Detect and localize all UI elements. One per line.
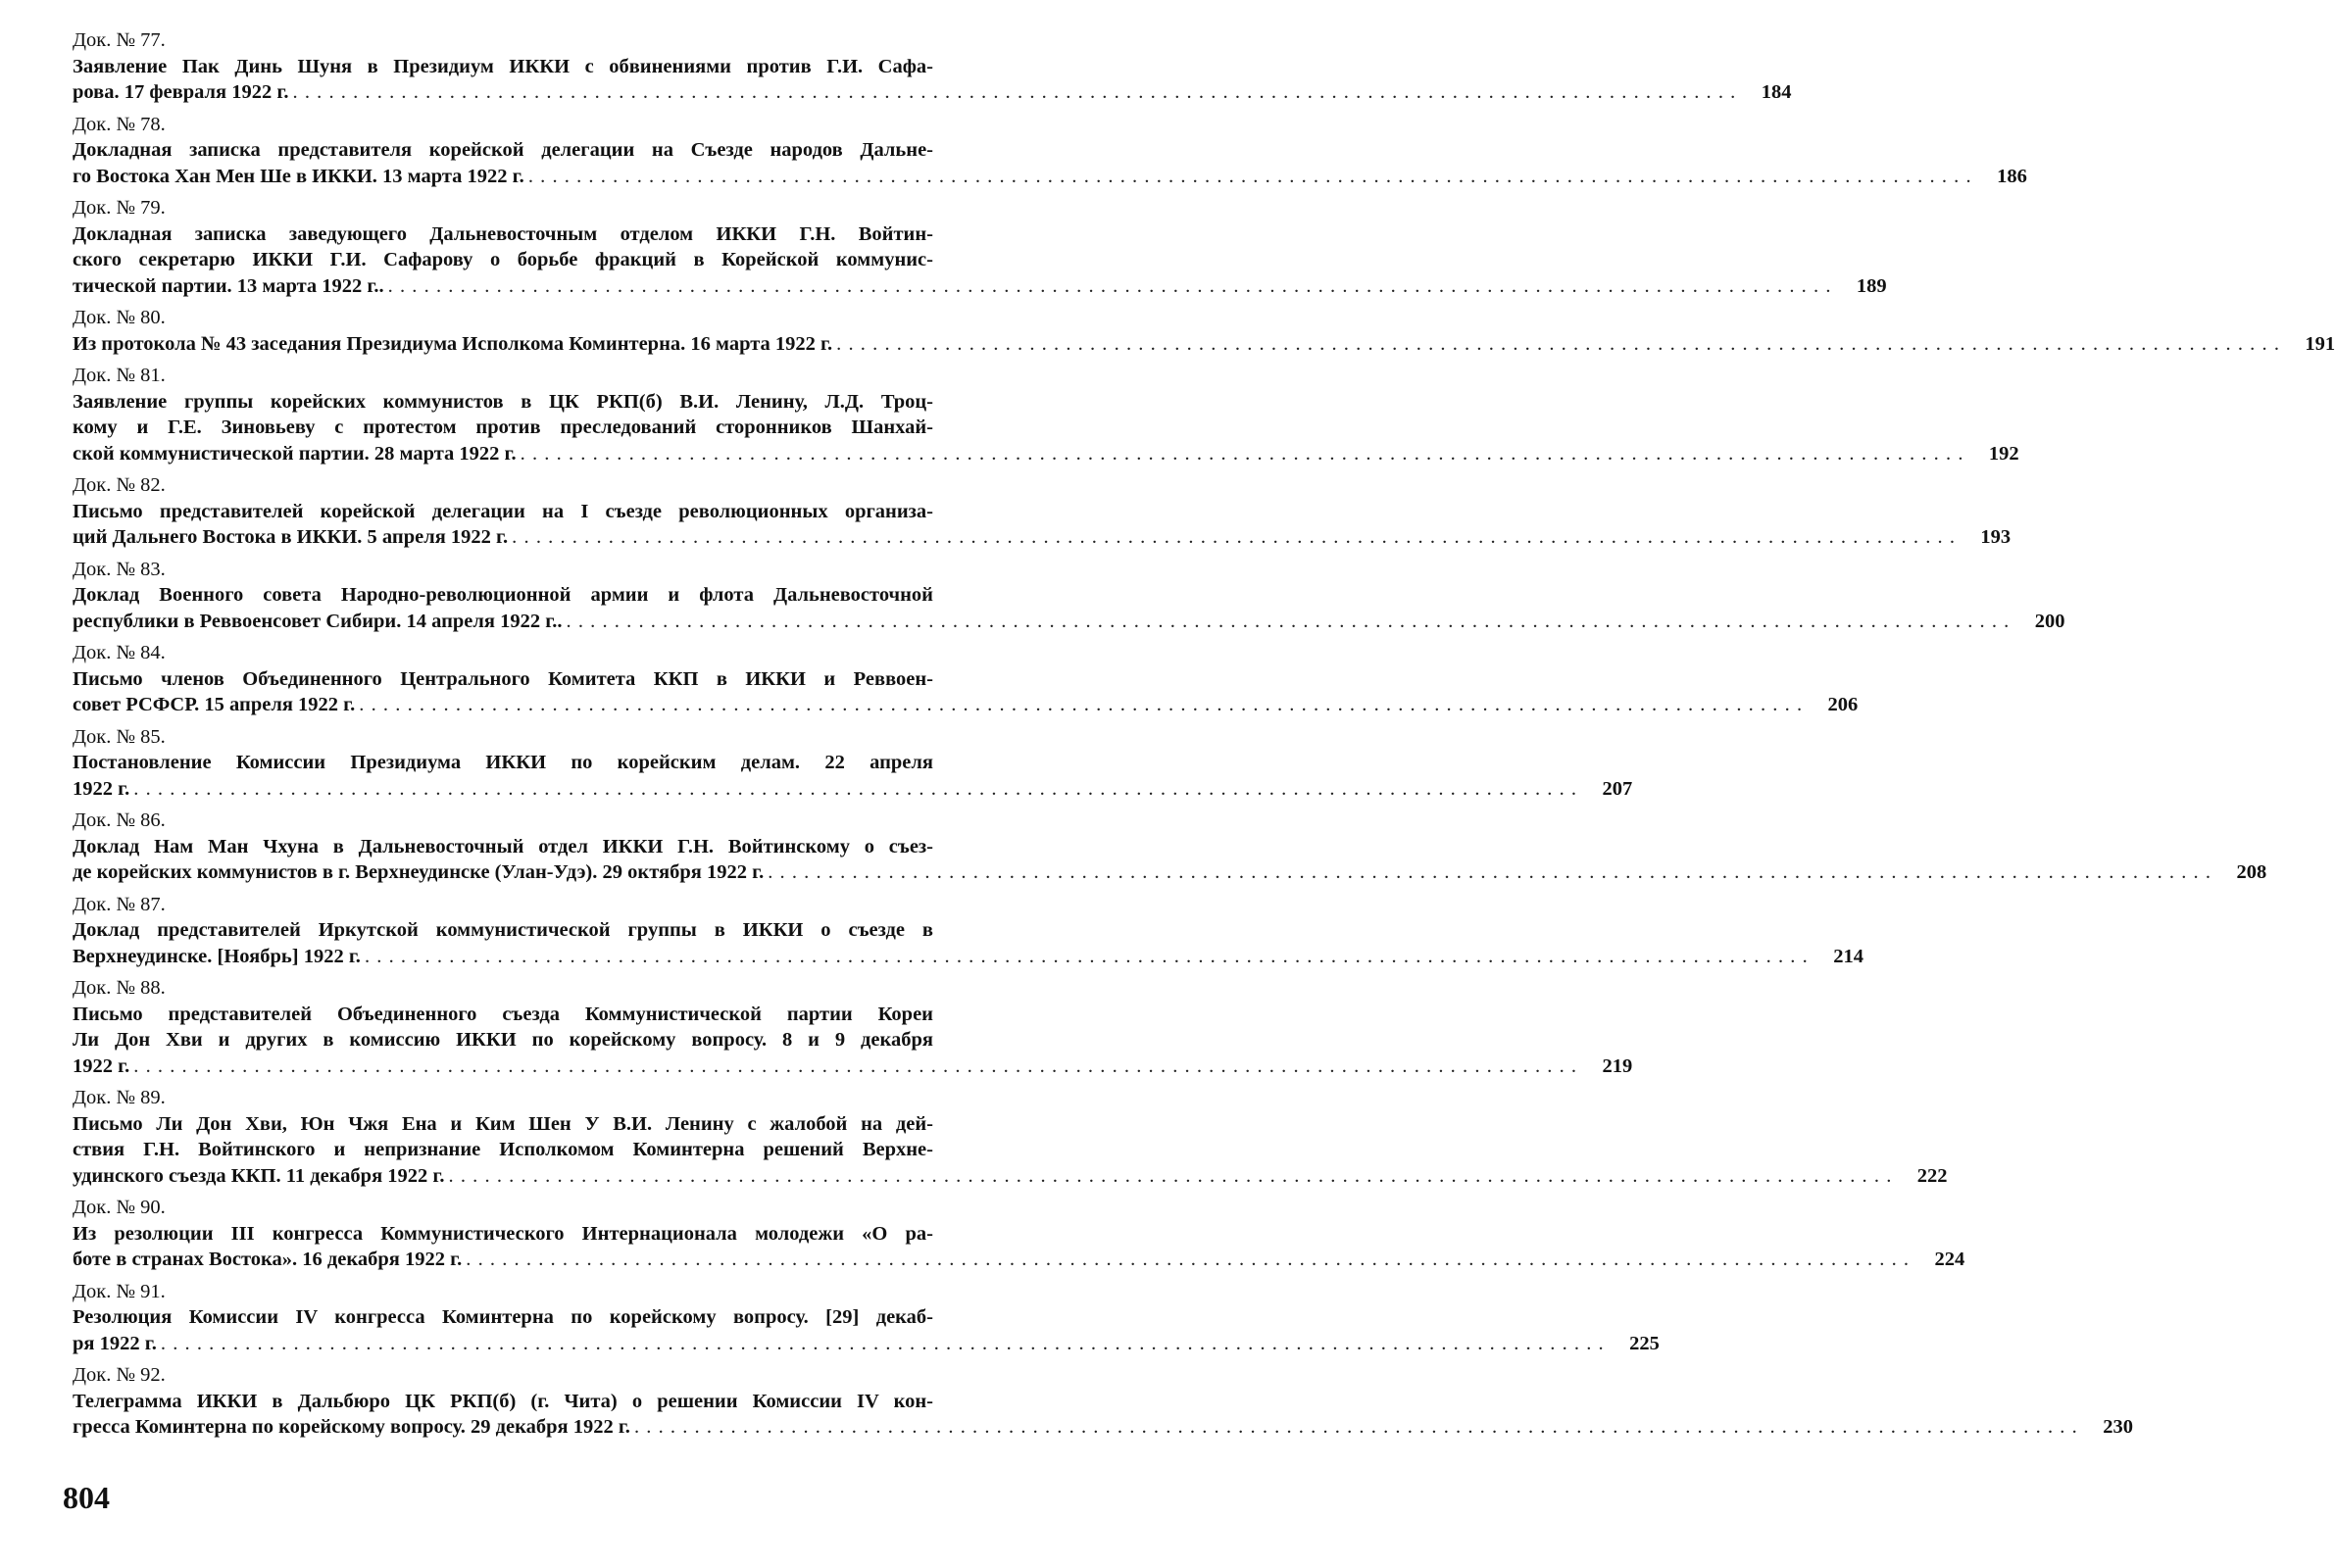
doc-number: Док. № 91. bbox=[73, 1280, 166, 1302]
doc-number: Док. № 81. bbox=[73, 365, 166, 386]
entry-last-line bbox=[73, 441, 2019, 467]
toc-entry bbox=[73, 1085, 1948, 1189]
entry-title-line: ствия Г.Н. Войтинского и непризнание Исполкомом Коминтерна решений Верхне- bbox=[73, 1139, 933, 1160]
dot-leader: ........................................................................................................................ bbox=[292, 81, 1743, 103]
entry-title-line: Письмо Ли Дон Хви, Юн Чжя Ена и Ким Шен У В.И. Ленину с жалобой на дей- bbox=[73, 1112, 933, 1135]
entry-last-line bbox=[73, 1247, 1965, 1273]
toc-entry bbox=[73, 808, 2267, 886]
entry-page-number: 186 bbox=[1997, 165, 2027, 187]
toc-entry bbox=[73, 195, 1887, 299]
doc-number: Док. № 89. bbox=[73, 1087, 166, 1108]
entry-page-number: 184 bbox=[1761, 81, 1792, 103]
entry-page-number: 230 bbox=[2103, 1416, 2133, 1438]
entry-title-line: республики в Реввоенсовет Сибири. 14 апреля 1922 г.. bbox=[73, 610, 563, 632]
entry-title-line: ций Дальнего Востока в ИККИ. 5 апреля 1922 г. bbox=[73, 526, 509, 548]
dot-leader: ........................................................................................................................ bbox=[768, 861, 2218, 883]
entry-title-line: 1922 г. bbox=[73, 1054, 130, 1077]
entry-last-line bbox=[73, 944, 1863, 970]
toc-entry bbox=[73, 363, 2019, 466]
entry-title-line: ского секретарю ИККИ Г.И. Сафарову о борьбе фракций в Корейской коммунис- bbox=[73, 249, 933, 270]
toc-entry bbox=[73, 112, 2027, 190]
doc-number: Док. № 90. bbox=[73, 1197, 166, 1218]
toc-entry bbox=[73, 472, 2012, 551]
entry-last-line bbox=[73, 1331, 1660, 1357]
entry-title-line: удинского съезда ККП. 11 декабря 1922 г. bbox=[73, 1164, 445, 1187]
entry-title-line: Доклад Военного совета Народно-революционной армии и флота Дальневосточной bbox=[73, 584, 933, 606]
doc-number: Док. № 79. bbox=[73, 197, 166, 219]
toc-entry bbox=[73, 724, 1633, 803]
dot-leader: ........................................................................................................................ bbox=[133, 777, 1584, 800]
dot-leader: ........................................................................................................................ bbox=[836, 332, 2287, 355]
entry-title-line: Постановление Комиссии Президиума ИККИ по корейским делам. 22 апреля bbox=[73, 752, 933, 773]
entry-title-line: Письмо представителей Объединенного съезда Коммунистической партии Кореи bbox=[73, 1003, 933, 1025]
doc-number: Док. № 84. bbox=[73, 642, 166, 663]
entry-last-line bbox=[73, 609, 2065, 635]
dot-leader: ........................................................................................................................ bbox=[466, 1249, 1916, 1270]
toc-entry bbox=[73, 640, 1859, 718]
table-of-contents bbox=[73, 27, 2335, 1446]
entry-page-number: 192 bbox=[1988, 442, 2019, 465]
toc-entry bbox=[73, 975, 1633, 1079]
entry-title-line: совет РСФСР. 15 апреля 1922 г. bbox=[73, 694, 356, 715]
entry-title-line: Телеграмма ИККИ в Дальбюро ЦК РКП(б) (г. Чита) о решении Комиссии IV кон- bbox=[73, 1390, 933, 1412]
entry-title-line: Верхнеудинске. [Ноябрь] 1922 г. bbox=[73, 945, 361, 967]
entry-title-line: Доклад представителей Иркутской коммунистической группы в ИККИ о съезде в bbox=[73, 919, 933, 941]
entry-last-line bbox=[73, 1414, 2133, 1441]
entry-title-line: ря 1922 г. bbox=[73, 1332, 157, 1354]
doc-number: Док. № 92. bbox=[73, 1364, 166, 1386]
entry-title-line: де корейских коммунистов в г. Верхнеудинске (Улан-Удэ). 29 октября 1922 г. bbox=[73, 861, 765, 883]
toc-entry bbox=[73, 1362, 2133, 1441]
entry-title-line: Докладная записка заведующего Дальневосточным отделом ИККИ Г.Н. Войтин- bbox=[73, 222, 933, 245]
entry-title-line: Заявление Пак Динь Шуня в Президиум ИККИ с обвинениями против Г.И. Сафа- bbox=[73, 55, 933, 77]
entry-title-line: Из протокола № 43 заседания Президиума Исполкома Коминтерна. 16 марта 1922 г. bbox=[73, 332, 833, 355]
entry-title-line: го Востока Хан Мен Ше в ИККИ. 13 марта 1922 г. bbox=[73, 165, 524, 187]
doc-number: Док. № 77. bbox=[73, 29, 166, 51]
dot-leader: ........................................................................................................................ bbox=[160, 1332, 1611, 1354]
entry-last-line bbox=[73, 692, 1859, 718]
entry-page-number: 206 bbox=[1827, 694, 1859, 715]
entry-page-number: 214 bbox=[1833, 945, 1863, 967]
dot-leader: ........................................................................................................................ bbox=[633, 1416, 2084, 1438]
entry-page-number: 191 bbox=[2305, 332, 2335, 355]
entry-title-line: ской коммунистической партии. 28 марта 1922 г. bbox=[73, 442, 517, 465]
entry-last-line bbox=[73, 524, 2012, 551]
entry-title-line: Письмо представителей корейской делегации на I съезде революционных организа- bbox=[73, 500, 933, 522]
doc-number: Док. № 85. bbox=[73, 725, 166, 748]
entry-page-number: 224 bbox=[1934, 1249, 1965, 1270]
page-number: 804 bbox=[63, 1480, 110, 1515]
entry-title-line: Ли Дон Хви и других в комиссию ИККИ по корейскому вопросу. 8 и 9 декабря bbox=[73, 1029, 933, 1051]
entry-title-line: Письмо членов Объединенного Центрального Комитета ККП в ИККИ и Реввоен- bbox=[73, 667, 933, 690]
doc-number: Док. № 88. bbox=[73, 977, 166, 999]
entry-title-line: кому и Г.Е. Зиновьеву с протестом против преследований сторонников Шанхай- bbox=[73, 416, 933, 438]
dot-leader: ........................................................................................................................ bbox=[512, 526, 1962, 548]
dot-leader: ........................................................................................................................ bbox=[527, 165, 1978, 187]
entry-last-line bbox=[73, 859, 2267, 886]
entry-page-number: 200 bbox=[2034, 610, 2065, 632]
entry-page-number: 207 bbox=[1602, 777, 1633, 800]
entry-last-line bbox=[73, 1163, 1948, 1190]
entry-title-line: боте в странах Востока». 16 декабря 1922 г. bbox=[73, 1249, 463, 1270]
doc-number: Док. № 78. bbox=[73, 113, 166, 135]
toc-entry bbox=[73, 892, 1863, 970]
entry-page-number: 193 bbox=[1980, 526, 2012, 548]
dot-leader: ........................................................................................................................ bbox=[133, 1054, 1584, 1077]
entry-last-line bbox=[73, 273, 1887, 300]
entry-title-line: Заявление группы корейских коммунистов в ЦК РКП(б) В.И. Ленину, Л.Д. Троц- bbox=[73, 390, 933, 413]
toc-entry bbox=[73, 305, 2335, 357]
dot-leader: ........................................................................................................................ bbox=[448, 1164, 1899, 1187]
doc-number: Док. № 86. bbox=[73, 809, 166, 831]
entry-title-line: Докладная записка представителя корейской делегации на Съезде народов Дальне- bbox=[73, 139, 933, 161]
toc-entry bbox=[73, 557, 2065, 635]
dot-leader: ........................................................................................................................ bbox=[520, 442, 1970, 465]
doc-number: Док. № 87. bbox=[73, 893, 166, 915]
doc-number: Док. № 83. bbox=[73, 558, 166, 580]
entry-title-line: тической партии. 13 марта 1922 г.. bbox=[73, 274, 384, 297]
entry-title-line: Резолюция Комиссии IV конгресса Коминтерна по корейскому вопросу. [29] декаб- bbox=[73, 1306, 933, 1328]
toc-entry bbox=[73, 1279, 1660, 1357]
entry-last-line bbox=[73, 1054, 1633, 1080]
entry-last-line bbox=[73, 164, 2027, 190]
doc-number: Док. № 80. bbox=[73, 307, 166, 328]
toc-entry bbox=[73, 27, 1792, 106]
dot-leader: ........................................................................................................................ bbox=[359, 694, 1810, 715]
dot-leader: ........................................................................................................................ bbox=[364, 945, 1814, 967]
entry-title-line: рова. 17 февраля 1922 г. bbox=[73, 81, 289, 103]
entry-page-number: 222 bbox=[1916, 1164, 1948, 1187]
entry-page-number: 225 bbox=[1629, 1332, 1660, 1354]
dot-leader: ........................................................................................................................ bbox=[387, 274, 1838, 297]
entry-title-line: Из резолюции III конгресса Коммунистического Интернационала молодежи «О ра- bbox=[73, 1222, 933, 1245]
entry-page-number: 208 bbox=[2236, 861, 2267, 883]
entry-page-number: 219 bbox=[1602, 1054, 1633, 1077]
entry-page-number: 189 bbox=[1856, 274, 1887, 297]
entry-last-line bbox=[73, 79, 1792, 106]
doc-number: Док. № 82. bbox=[73, 474, 166, 496]
entry-title-line: гресса Коминтерна по корейскому вопросу. 29 декабря 1922 г. bbox=[73, 1416, 630, 1438]
toc-entry bbox=[73, 1195, 1965, 1273]
entry-title-line: 1922 г. bbox=[73, 777, 130, 800]
dot-leader: ........................................................................................................................ bbox=[566, 610, 2016, 632]
entry-title-line: Доклад Нам Ман Чхуна в Дальневосточный отдел ИККИ Г.Н. Войтинскому о съез- bbox=[73, 835, 933, 858]
entry-last-line bbox=[73, 776, 1633, 803]
entry-last-line bbox=[73, 331, 2335, 358]
